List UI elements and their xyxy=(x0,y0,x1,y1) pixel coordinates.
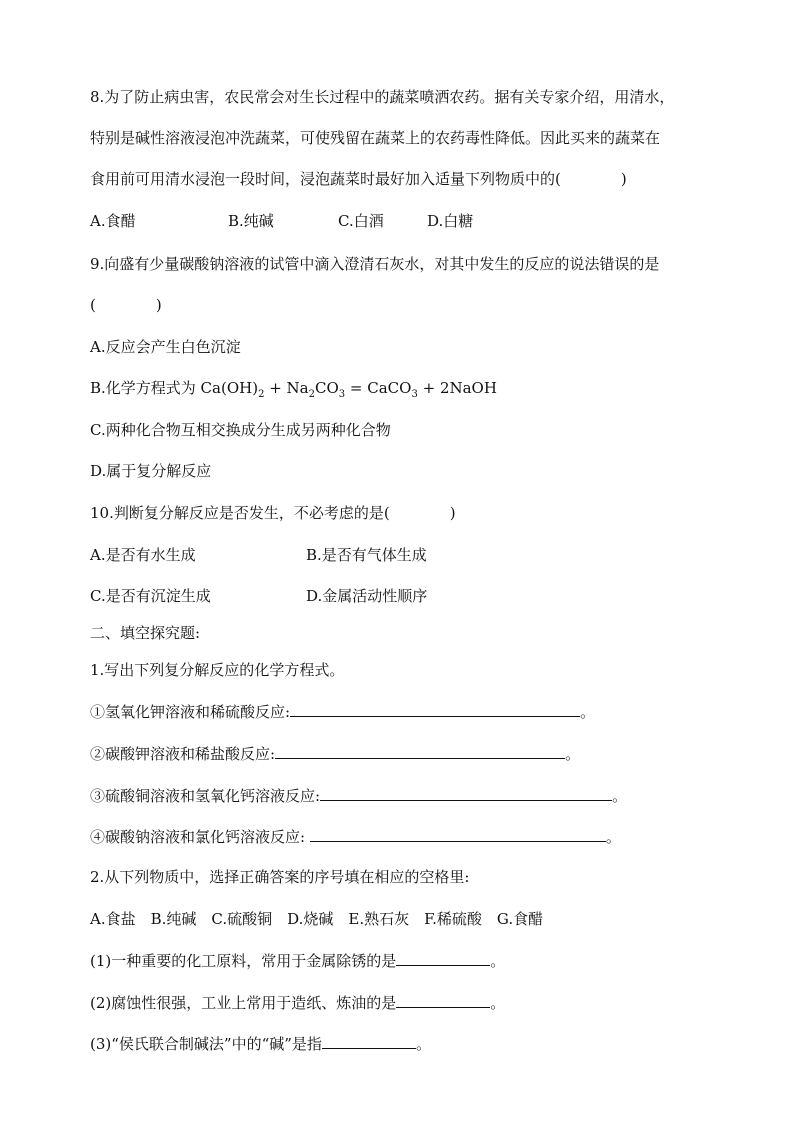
s2-q1-item-1-label: ①氢氧化钾溶液和稀硫酸反应: xyxy=(90,703,291,721)
q10-stem: 10.判断复分解反应是否发生，不必考虑的是( ) xyxy=(90,504,456,522)
s2-q2-item-1-end: 。 xyxy=(490,952,506,970)
s2-q1-item-4-label: ④碳酸钠溶液和氯化钙溶液反应: xyxy=(90,828,310,846)
s2-q2-item-2 xyxy=(90,992,505,1013)
q10-option-b[interactable]: B.是否有气体生成 xyxy=(306,546,427,564)
s2-q2-item-1 xyxy=(90,950,505,971)
q8-stem-line3: 食用前可用清水浸泡一段时间，浸泡蔬菜时最好加入适量下列物质中的( ) xyxy=(90,170,627,188)
s2-q2-options: A.食盐 B.纯碱 C.硫酸铜 D.烧碱 E.熟石灰 F.稀硫酸 G.食醋 xyxy=(90,910,544,928)
q10-option-a[interactable]: A.是否有水生成 xyxy=(90,546,196,564)
s2-q1-blank-4[interactable] xyxy=(310,826,606,842)
q9-sub-4: 3 xyxy=(411,389,418,400)
q8-option-d[interactable]: D.白糖 xyxy=(427,212,474,230)
s2-q1-item-1-end: 。 xyxy=(580,703,596,721)
q8-option-a[interactable]: A.食醋 xyxy=(90,212,136,230)
q9-option-b-prefix: B.化学方程式为 Ca(OH) xyxy=(90,379,259,397)
s2-q2-item-3-label: (3)“侯氏联合制碱法”中的“碱”是指 xyxy=(90,1035,322,1053)
q10-option-d[interactable]: D.金属活动性顺序 xyxy=(306,587,428,605)
s2-q2-item-2-label: (2)腐蚀性很强，工业上常用于造纸、炼油的是 xyxy=(90,994,397,1012)
s2-q2-stem: 2.从下列物质中，选择正确答案的序号填在相应的空格里: xyxy=(90,868,470,886)
q8-option-b[interactable]: B.纯碱 xyxy=(228,212,274,230)
s2-q1-item-2-end: 。 xyxy=(565,745,581,763)
s2-q1-blank-2[interactable] xyxy=(275,743,565,759)
s2-q1-item-3-end: 。 xyxy=(612,787,628,805)
s2-q2-blank-1[interactable] xyxy=(396,950,490,966)
s2-q1-blank-3[interactable] xyxy=(320,785,612,801)
q9-option-b[interactable] xyxy=(90,378,497,401)
q9-option-a[interactable]: A.反应会产生白色沉淀 xyxy=(90,338,241,356)
s2-q2-blank-2[interactable] xyxy=(396,992,490,1008)
q9-option-b-mid3: = CaCO xyxy=(345,379,412,397)
q9-sub-2: 2 xyxy=(308,389,315,400)
q9-stem-line2: ( ) xyxy=(90,296,162,314)
s2-q1-item-2-label: ②碳酸钾溶液和稀盐酸反应: xyxy=(90,745,276,763)
q8-stem-line2: 特别是碱性溶液浸泡冲洗蔬菜，可使残留在蔬菜上的农药毒性降低。因此买来的蔬菜在 xyxy=(90,129,661,147)
q9-sub-3: 3 xyxy=(338,389,346,400)
q8-stem-line1: 8.为了防止病虫害，农民常会对生长过程中的蔬菜喷洒农药。据有关专家介绍，用清水， xyxy=(90,88,675,106)
q9-option-b-mid2: CO xyxy=(315,379,339,397)
s2-q2-item-3-end: 。 xyxy=(415,1035,431,1053)
s2-q1-item-3 xyxy=(90,785,627,806)
q9-option-b-mid1: + Na xyxy=(264,379,309,397)
s2-q2-item-1-label: (1)一种重要的化工原料，常用于金属除锈的是 xyxy=(90,952,397,970)
q10-option-c[interactable]: C.是否有沉淀生成 xyxy=(90,587,211,605)
q9-option-b-suffix: + 2NaOH xyxy=(417,379,497,397)
q9-option-c[interactable]: C.两种化合物互相交换成分生成另两种化合物 xyxy=(90,421,391,439)
q9-stem-line1: 9.向盛有少量碳酸钠溶液的试管中滴入澄清石灰水，对其中发生的反应的说法错误的是 xyxy=(90,255,660,273)
s2-q2-item-2-end: 。 xyxy=(490,994,506,1012)
s2-q2-blank-3[interactable] xyxy=(322,1033,416,1049)
s2-q1-item-4-end: 。 xyxy=(605,828,621,846)
s2-q1-item-2 xyxy=(90,743,580,764)
s2-q1-item-3-label: ③硫酸铜溶液和氢氧化钙溶液反应: xyxy=(90,787,321,805)
q9-option-d[interactable]: D.属于复分解反应 xyxy=(90,462,212,480)
s2-q2-item-3 xyxy=(90,1033,431,1054)
s2-q1-item-1 xyxy=(90,701,595,722)
s2-q1-item-4 xyxy=(90,826,621,847)
section2-title: 二、填空探究题: xyxy=(90,624,201,642)
s2-q1-stem: 1.写出下列复分解反应的化学方程式。 xyxy=(90,661,345,679)
q9-sub-1: 2 xyxy=(258,389,265,400)
q8-option-c[interactable]: C.白酒 xyxy=(338,212,384,230)
s2-q1-blank-1[interactable] xyxy=(290,701,580,717)
